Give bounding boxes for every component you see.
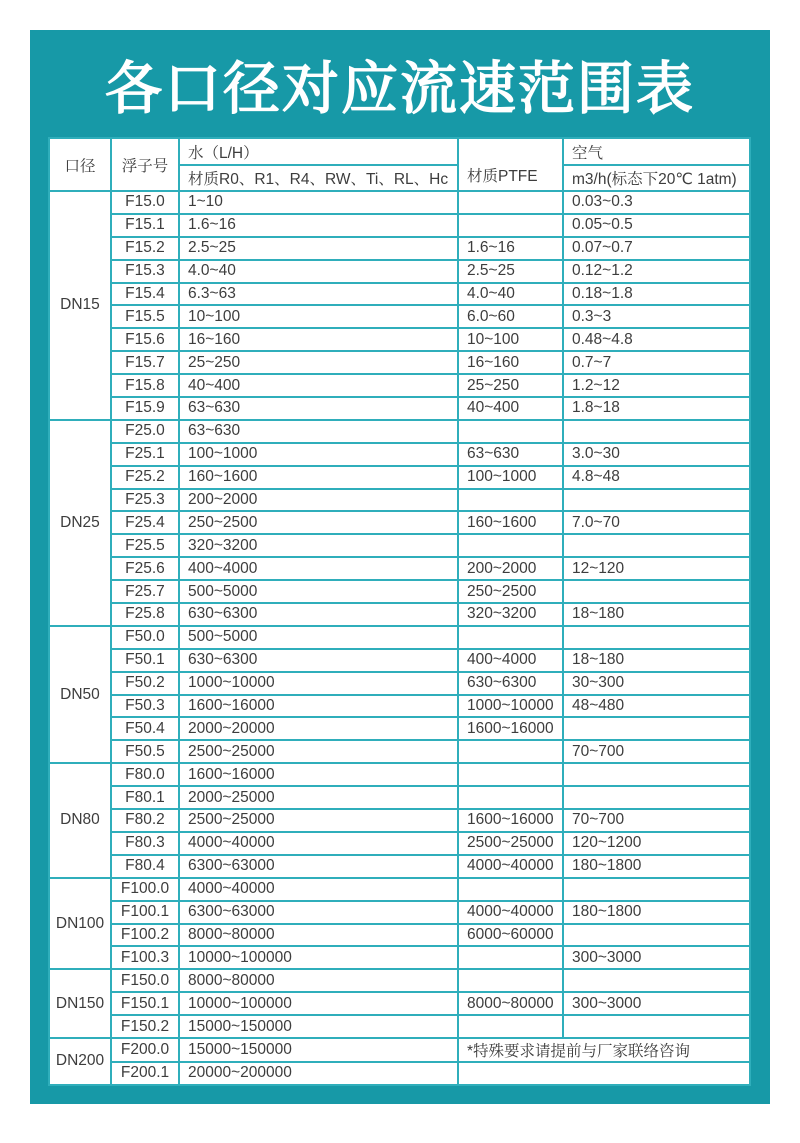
table-row xyxy=(49,534,750,557)
float-number-cell: F15.8 xyxy=(111,374,179,397)
ptfe-range-cell xyxy=(458,214,563,237)
water-range-cell: 63~630 xyxy=(179,397,458,420)
table-row xyxy=(49,901,750,924)
float-number-cell: F100.1 xyxy=(111,901,179,924)
ptfe-range-cell: 1600~16000 xyxy=(458,809,563,832)
float-number-cell: F150.2 xyxy=(111,1015,179,1038)
ptfe-range-cell: 2500~25000 xyxy=(458,832,563,855)
float-number-cell: F15.4 xyxy=(111,283,179,306)
table-row xyxy=(49,855,750,878)
water-range-cell: 15000~150000 xyxy=(179,1038,458,1062)
air-range-cell xyxy=(563,420,750,443)
air-range-cell: 0.07~0.7 xyxy=(563,237,750,260)
water-range-cell: 4.0~40 xyxy=(179,260,458,283)
water-range-cell: 2000~25000 xyxy=(179,786,458,809)
table-row xyxy=(49,740,750,763)
ptfe-range-cell: 320~3200 xyxy=(458,603,563,626)
water-range-cell: 8000~80000 xyxy=(179,924,458,947)
diameter-cell: DN200 xyxy=(49,1038,111,1085)
table-row xyxy=(49,351,750,374)
water-range-cell: 200~2000 xyxy=(179,489,458,512)
header-float-number: 浮子号 xyxy=(111,138,179,191)
table-row xyxy=(49,1015,750,1038)
float-number-cell: F15.9 xyxy=(111,397,179,420)
header-water-title: 水（L/H） xyxy=(179,138,458,165)
water-range-cell: 4000~40000 xyxy=(179,878,458,901)
float-number-cell: F25.1 xyxy=(111,443,179,466)
header-air-title: 空气 xyxy=(563,138,750,165)
float-number-cell: F15.1 xyxy=(111,214,179,237)
ptfe-range-cell: 8000~80000 xyxy=(458,992,563,1015)
table-row xyxy=(49,511,750,534)
table-row xyxy=(49,214,750,237)
table-row xyxy=(49,969,750,992)
float-number-cell: F15.7 xyxy=(111,351,179,374)
header-diameter: 口径 xyxy=(49,138,111,191)
ptfe-range-cell xyxy=(458,191,563,214)
water-range-cell: 630~6300 xyxy=(179,603,458,626)
float-number-cell: F25.8 xyxy=(111,603,179,626)
water-range-cell: 1600~16000 xyxy=(179,695,458,718)
water-range-cell: 1.6~16 xyxy=(179,214,458,237)
air-range-cell: 7.0~70 xyxy=(563,511,750,534)
float-number-cell: F25.6 xyxy=(111,557,179,580)
table-row xyxy=(49,557,750,580)
ptfe-range-cell: 4000~40000 xyxy=(458,901,563,924)
air-range-cell xyxy=(563,717,750,740)
float-number-cell: F100.0 xyxy=(111,878,179,901)
water-range-cell: 4000~40000 xyxy=(179,832,458,855)
float-number-cell: F25.5 xyxy=(111,534,179,557)
air-range-cell xyxy=(563,626,750,649)
ptfe-range-cell xyxy=(458,946,563,969)
float-number-cell: F150.1 xyxy=(111,992,179,1015)
air-range-cell: 0.3~3 xyxy=(563,305,750,328)
float-number-cell: F15.5 xyxy=(111,305,179,328)
ptfe-range-cell: 40~400 xyxy=(458,397,563,420)
header-air-unit: m3/h(标态下20℃ 1atm) xyxy=(563,165,750,191)
air-range-cell: 180~1800 xyxy=(563,901,750,924)
water-range-cell: 1~10 xyxy=(179,191,458,214)
air-range-cell: 30~300 xyxy=(563,672,750,695)
air-range-cell xyxy=(563,489,750,512)
diameter-cell: DN50 xyxy=(49,626,111,763)
water-range-cell: 100~1000 xyxy=(179,443,458,466)
table-row xyxy=(49,649,750,672)
table-row xyxy=(49,489,750,512)
water-range-cell: 10000~100000 xyxy=(179,992,458,1015)
ptfe-range-cell: 1000~10000 xyxy=(458,695,563,718)
empty-cell xyxy=(458,1062,750,1085)
air-range-cell: 0.03~0.3 xyxy=(563,191,750,214)
float-number-cell: F25.0 xyxy=(111,420,179,443)
air-range-cell: 0.18~1.8 xyxy=(563,283,750,306)
float-number-cell: F80.0 xyxy=(111,763,179,786)
water-range-cell: 500~5000 xyxy=(179,580,458,603)
air-range-cell xyxy=(563,786,750,809)
float-number-cell: F50.1 xyxy=(111,649,179,672)
water-range-cell: 2500~25000 xyxy=(179,740,458,763)
table-row xyxy=(49,626,750,649)
water-range-cell: 2.5~25 xyxy=(179,237,458,260)
water-range-cell: 8000~80000 xyxy=(179,969,458,992)
float-number-cell: F50.3 xyxy=(111,695,179,718)
water-range-cell: 160~1600 xyxy=(179,466,458,489)
table-row xyxy=(49,1062,750,1085)
ptfe-range-cell xyxy=(458,878,563,901)
air-range-cell: 1.8~18 xyxy=(563,397,750,420)
float-number-cell: F80.2 xyxy=(111,809,179,832)
table-row xyxy=(49,832,750,855)
table-row xyxy=(49,397,750,420)
table-row xyxy=(49,443,750,466)
page-title: 各口径对应流速范围表 xyxy=(105,56,695,121)
ptfe-range-cell: 2.5~25 xyxy=(458,260,563,283)
float-number-cell: F15.3 xyxy=(111,260,179,283)
float-number-cell: F100.2 xyxy=(111,924,179,947)
table-row xyxy=(49,695,750,718)
water-range-cell: 2000~20000 xyxy=(179,717,458,740)
float-number-cell: F25.2 xyxy=(111,466,179,489)
float-number-cell: F50.2 xyxy=(111,672,179,695)
air-range-cell xyxy=(563,580,750,603)
float-number-cell: F80.4 xyxy=(111,855,179,878)
air-range-cell xyxy=(563,969,750,992)
ptfe-range-cell: 400~4000 xyxy=(458,649,563,672)
air-range-cell: 18~180 xyxy=(563,603,750,626)
air-range-cell: 4.8~48 xyxy=(563,466,750,489)
float-number-cell: F200.0 xyxy=(111,1038,179,1062)
water-range-cell: 6300~63000 xyxy=(179,901,458,924)
ptfe-range-cell xyxy=(458,626,563,649)
water-range-cell: 1600~16000 xyxy=(179,763,458,786)
table-row xyxy=(49,328,750,351)
table-row xyxy=(49,946,750,969)
ptfe-range-cell: 4.0~40 xyxy=(458,283,563,306)
diameter-cell: DN80 xyxy=(49,763,111,877)
diameter-cell: DN150 xyxy=(49,969,111,1038)
ptfe-range-cell: 200~2000 xyxy=(458,557,563,580)
table-row xyxy=(49,420,750,443)
float-number-cell: F25.4 xyxy=(111,511,179,534)
water-range-cell: 320~3200 xyxy=(179,534,458,557)
ptfe-range-cell: 1.6~16 xyxy=(458,237,563,260)
ptfe-range-cell: 10~100 xyxy=(458,328,563,351)
table-row xyxy=(49,786,750,809)
water-range-cell: 1000~10000 xyxy=(179,672,458,695)
ptfe-range-cell: 16~160 xyxy=(458,351,563,374)
special-note-cell: *特殊要求请提前与厂家联络咨询 xyxy=(458,1038,750,1062)
air-range-cell: 70~700 xyxy=(563,740,750,763)
ptfe-range-cell xyxy=(458,969,563,992)
air-range-cell xyxy=(563,534,750,557)
float-number-cell: F200.1 xyxy=(111,1062,179,1085)
water-range-cell: 6300~63000 xyxy=(179,855,458,878)
table-row xyxy=(49,466,750,489)
water-range-cell: 25~250 xyxy=(179,351,458,374)
air-range-cell: 1.2~12 xyxy=(563,374,750,397)
water-range-cell: 10~100 xyxy=(179,305,458,328)
ptfe-range-cell xyxy=(458,534,563,557)
flow-rate-table xyxy=(48,137,751,1086)
header-water-material: 材质R0、R1、R4、RW、Ti、RL、Hc xyxy=(179,165,458,191)
water-range-cell: 400~4000 xyxy=(179,557,458,580)
float-number-cell: F15.0 xyxy=(111,191,179,214)
water-range-cell: 40~400 xyxy=(179,374,458,397)
air-range-cell xyxy=(563,878,750,901)
ptfe-range-cell: 63~630 xyxy=(458,443,563,466)
ptfe-range-cell: 100~1000 xyxy=(458,466,563,489)
float-number-cell: F15.2 xyxy=(111,237,179,260)
ptfe-range-cell xyxy=(458,786,563,809)
float-number-cell: F25.3 xyxy=(111,489,179,512)
air-range-cell: 300~3000 xyxy=(563,946,750,969)
table-row xyxy=(49,374,750,397)
diameter-cell: DN25 xyxy=(49,420,111,626)
float-number-cell: F80.1 xyxy=(111,786,179,809)
float-number-cell: F50.0 xyxy=(111,626,179,649)
table-row xyxy=(49,717,750,740)
ptfe-range-cell: 4000~40000 xyxy=(458,855,563,878)
water-range-cell: 63~630 xyxy=(179,420,458,443)
teal-panel xyxy=(30,30,770,1104)
table-row xyxy=(49,305,750,328)
float-number-cell: F15.6 xyxy=(111,328,179,351)
water-range-cell: 2500~25000 xyxy=(179,809,458,832)
table-row xyxy=(49,763,750,786)
table-row xyxy=(49,603,750,626)
table-body xyxy=(49,191,750,1085)
header-ptfe-material: 材质PTFE xyxy=(458,138,563,191)
float-number-cell: F150.0 xyxy=(111,969,179,992)
ptfe-range-cell xyxy=(458,763,563,786)
diameter-cell: DN15 xyxy=(49,191,111,420)
air-range-cell: 0.7~7 xyxy=(563,351,750,374)
air-range-cell xyxy=(563,763,750,786)
air-range-cell xyxy=(563,1015,750,1038)
air-range-cell: 0.12~1.2 xyxy=(563,260,750,283)
ptfe-range-cell xyxy=(458,1015,563,1038)
ptfe-range-cell: 1600~16000 xyxy=(458,717,563,740)
table-row xyxy=(49,878,750,901)
air-range-cell: 0.48~4.8 xyxy=(563,328,750,351)
float-number-cell: F50.5 xyxy=(111,740,179,763)
table-row xyxy=(49,283,750,306)
float-number-cell: F50.4 xyxy=(111,717,179,740)
air-range-cell: 120~1200 xyxy=(563,832,750,855)
ptfe-range-cell: 630~6300 xyxy=(458,672,563,695)
table-row xyxy=(49,1038,750,1062)
float-number-cell: F100.3 xyxy=(111,946,179,969)
table-row xyxy=(49,924,750,947)
table-row xyxy=(49,260,750,283)
water-range-cell: 10000~100000 xyxy=(179,946,458,969)
air-range-cell: 18~180 xyxy=(563,649,750,672)
table-row xyxy=(49,191,750,214)
water-range-cell: 6.3~63 xyxy=(179,283,458,306)
ptfe-range-cell: 160~1600 xyxy=(458,511,563,534)
ptfe-range-cell xyxy=(458,740,563,763)
air-range-cell: 48~480 xyxy=(563,695,750,718)
ptfe-range-cell: 250~2500 xyxy=(458,580,563,603)
ptfe-range-cell: 6.0~60 xyxy=(458,305,563,328)
table-row xyxy=(49,809,750,832)
air-range-cell: 180~1800 xyxy=(563,855,750,878)
table-row xyxy=(49,237,750,260)
water-range-cell: 250~2500 xyxy=(179,511,458,534)
water-range-cell: 16~160 xyxy=(179,328,458,351)
air-range-cell: 12~120 xyxy=(563,557,750,580)
air-range-cell: 3.0~30 xyxy=(563,443,750,466)
air-range-cell xyxy=(563,924,750,947)
water-range-cell: 15000~150000 xyxy=(179,1015,458,1038)
float-number-cell: F80.3 xyxy=(111,832,179,855)
ptfe-range-cell xyxy=(458,489,563,512)
air-range-cell: 0.05~0.5 xyxy=(563,214,750,237)
water-range-cell: 20000~200000 xyxy=(179,1062,458,1085)
water-range-cell: 500~5000 xyxy=(179,626,458,649)
water-range-cell: 630~6300 xyxy=(179,649,458,672)
ptfe-range-cell: 6000~60000 xyxy=(458,924,563,947)
table-row xyxy=(49,580,750,603)
table-row xyxy=(49,672,750,695)
diameter-cell: DN100 xyxy=(49,878,111,970)
ptfe-range-cell xyxy=(458,420,563,443)
float-number-cell: F25.7 xyxy=(111,580,179,603)
air-range-cell: 70~700 xyxy=(563,809,750,832)
ptfe-range-cell: 25~250 xyxy=(458,374,563,397)
air-range-cell: 300~3000 xyxy=(563,992,750,1015)
table-header xyxy=(49,138,750,191)
table-row xyxy=(49,992,750,1015)
